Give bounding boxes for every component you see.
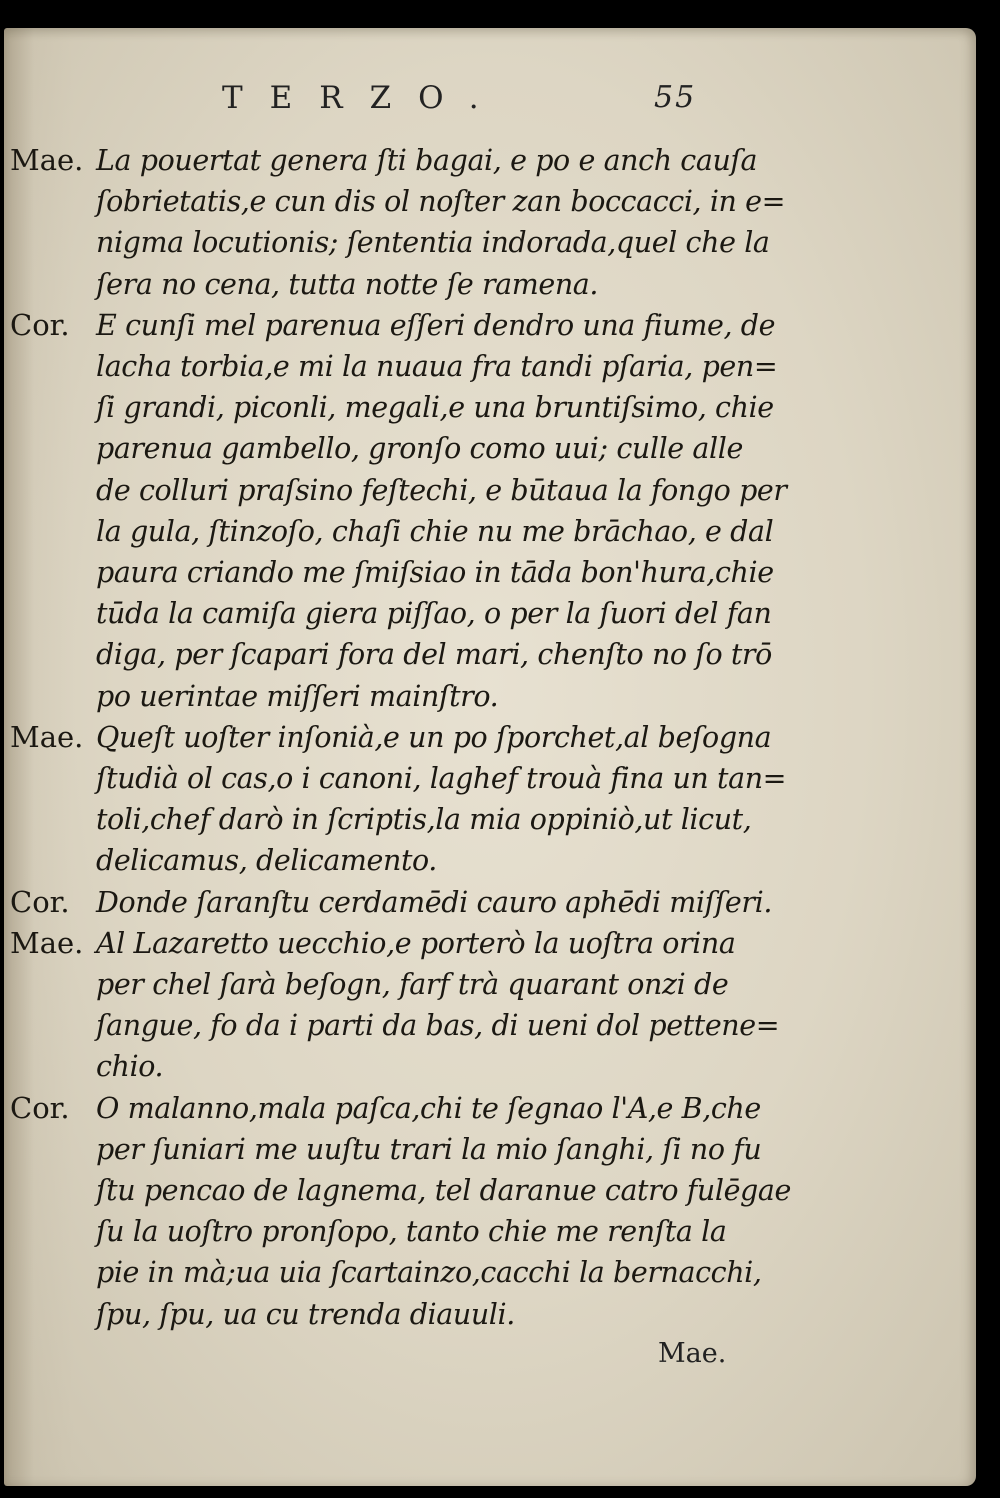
running-title: TERZO. (222, 80, 506, 116)
dialogue-text (4, 140, 976, 1335)
text-line: Donde ſaranſtu cerdamēdi cauro aphēdi miſſeri. (96, 885, 772, 919)
speech-lines (96, 882, 976, 923)
text-line: nigma locutionis; ſententia indorada,quel che la (96, 226, 770, 260)
text-line: La pouertat genera ſti bagai, e po e anch cauſa (96, 144, 758, 177)
text-line: Queſt uoſter inſonià,e un po ſporchet,al beſogna (96, 720, 772, 754)
speaker-label: Mae. (10, 719, 84, 754)
text-line: tūda la camiſa giera piſſao, o per la ſuori del fan (96, 597, 772, 631)
text-line: ſobrietatis,e cun dis ol noſter zan boccacci, in e= (96, 185, 786, 219)
text-line: ſu la uoſtro pronſopo, tanto chie me renſta la (96, 1215, 727, 1249)
text-line: diga, per ſcapari fora del mari, chenſto no ſo trō (96, 638, 772, 672)
text-line: pie in mà;ua uia ſcartainzo,cacchi la bernacchi, (96, 1256, 762, 1290)
text-line: ſpu, ſpu, ua cu trenda diauuli. (96, 1297, 515, 1331)
speech-lines (96, 305, 976, 717)
text-line: delicamus, delicamento. (96, 844, 437, 878)
speech-2 (4, 305, 976, 717)
speech-6 (4, 1088, 976, 1335)
catchword: Mae. (658, 1338, 727, 1369)
text-line: de colluri praſsino feſtechi, e būtaua la fongo per (96, 473, 787, 507)
page-number: 55 (654, 80, 697, 115)
text-line: ſtudià ol cas,o i canoni, laghef trouà fina un tan= (96, 762, 787, 796)
speaker-label: Mae. (10, 143, 84, 177)
speech-lines (96, 923, 976, 1088)
text-line: paura criando me ſmiſsiao in tāda bon'hura,chie (96, 556, 774, 590)
speech-lines (96, 717, 976, 882)
text-line: E cunſi mel parenua eſſeri dendro una fiume, de (96, 308, 776, 342)
speech-3 (4, 717, 976, 882)
speech-5 (4, 923, 976, 1088)
text-line: lacha torbia,e mi la nuaua fra tandi pſaria, pen= (96, 350, 778, 384)
speech-lines (96, 140, 976, 305)
text-line: chio. (96, 1050, 164, 1084)
speech-1 (4, 140, 976, 305)
text-line: po uerintae miſſeri mainſtro. (96, 679, 499, 713)
speaker-label: Mae. (10, 925, 84, 960)
text-line: parenua gambello, gronſo como uui; culle alle (96, 432, 743, 466)
text-line: ſangue, fo da i parti da bas, di ueni dol pettene= (96, 1009, 780, 1043)
page-header (4, 80, 976, 120)
text-line: ſi grandi, piconli, megali,e una bruntiſsimo, chie (96, 391, 774, 425)
text-line: ſera no cena, tutta notte ſe ramena. (96, 267, 599, 301)
speaker-label: Cor. (10, 884, 70, 919)
speaker-label: Cor. (10, 307, 70, 342)
text-line: Al Lazaretto uecchio,e porterò la uoſtra orina (96, 926, 736, 960)
speech-4 (4, 882, 976, 923)
text-line: la gula, ſtinzoſo, chaſi chie nu me brāchao, e dal (96, 514, 774, 548)
text-line: O malanno,mala paſca,chi te ſegnao l'A,e B,che (96, 1091, 761, 1125)
book-page (4, 28, 976, 1486)
text-line: toli,chef darò in ſcriptis,la mia oppiniò,ut licut, (96, 803, 752, 837)
text-line: per ſuniari me uuſtu trari la mio ſanghi, ſi no fu (96, 1132, 762, 1166)
text-line: per chel ſarà beſogn, farf trà quarant onzi de (96, 968, 729, 1002)
speaker-label: Cor. (10, 1090, 70, 1125)
speech-lines (96, 1088, 976, 1335)
text-line: ſtu pencao de lagnema, tel daranue catro fulēgae (96, 1174, 791, 1208)
